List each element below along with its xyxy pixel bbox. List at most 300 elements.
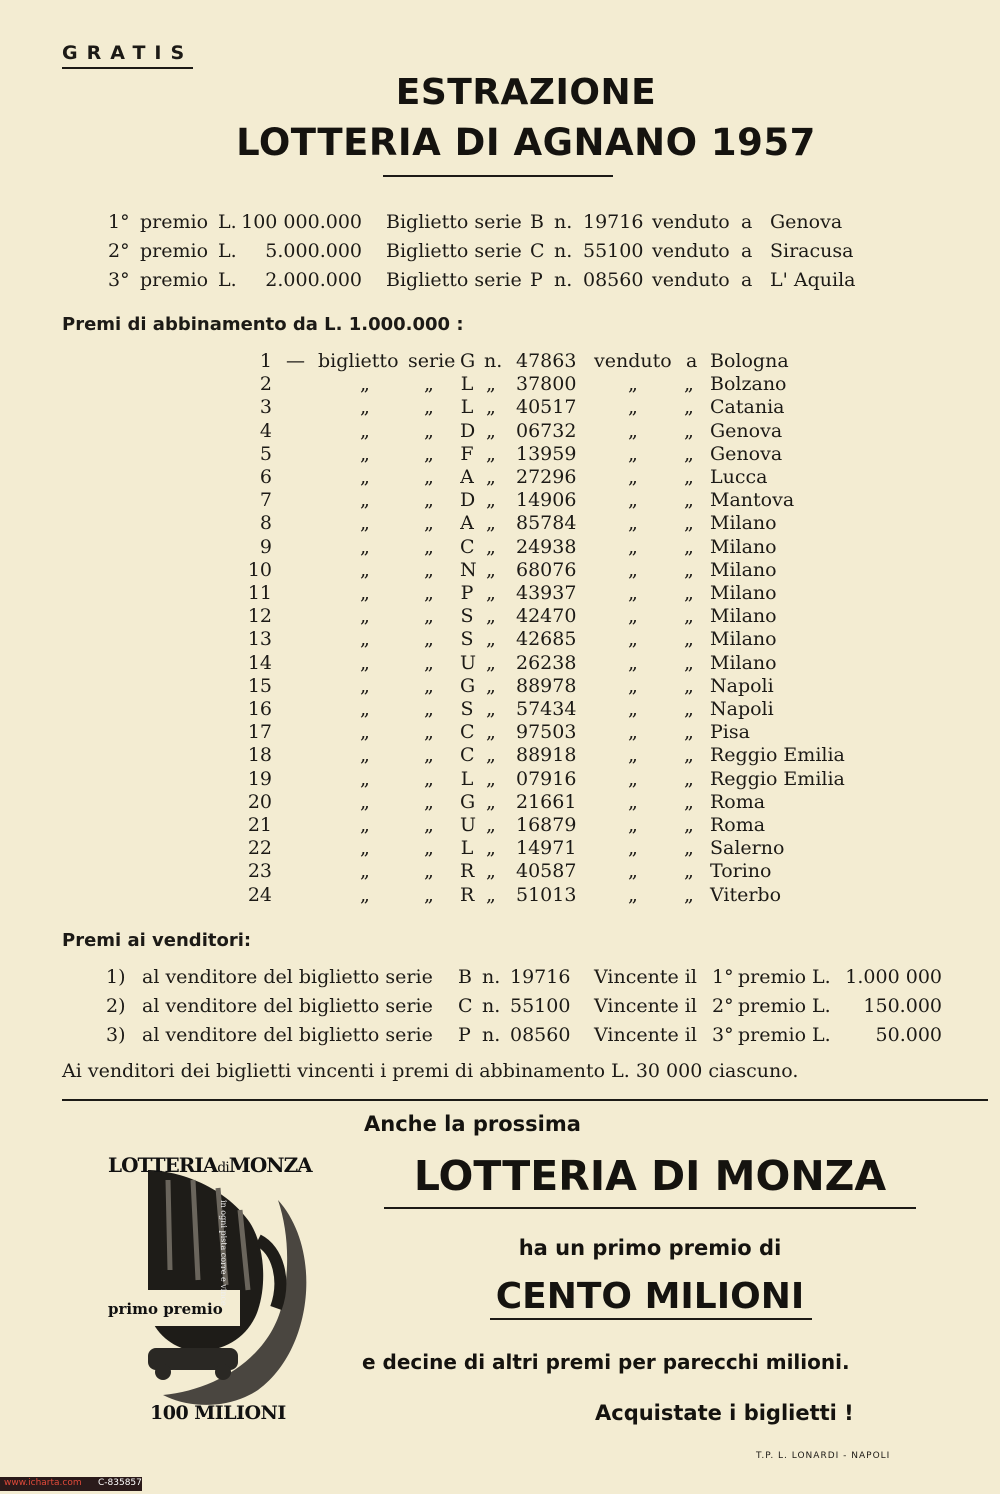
seller-premio: premio L. — [738, 966, 831, 988]
pairing-row — [0, 582, 1000, 605]
pairing-number: 85784 — [516, 512, 577, 535]
pairing-number: 42470 — [516, 605, 577, 628]
promo-line-2: LOTTERIA DI MONZA — [413, 1152, 887, 1200]
seller-num: 1) — [106, 966, 126, 988]
seller-n-label: n. — [482, 1024, 501, 1046]
ditto-mark: „ — [486, 790, 496, 813]
ditto-mark: „ — [424, 582, 434, 604]
seller-rank: 2° — [712, 995, 734, 1017]
seller-n-label: n. — [482, 966, 501, 988]
ditto-mark: „ — [628, 860, 638, 883]
ditto-mark: „ — [684, 814, 694, 836]
sellers-note-text: Ai venditori dei biglietti vincenti i premi di abbinamento L. 30 000 ciascuno. — [62, 1060, 799, 1082]
ditto-mark: „ — [628, 883, 638, 906]
ditto-mark: „ — [628, 837, 638, 860]
title-divider — [383, 175, 613, 177]
prize-sold-label: venduto — [652, 240, 730, 262]
seller-text: al venditore del biglietto serie — [142, 966, 433, 988]
prize-a-label: a — [741, 211, 753, 233]
pairing-num: 18 — [247, 744, 272, 767]
pairing-row — [0, 652, 1000, 675]
ditto-mark: „ — [628, 489, 638, 512]
pairing-row — [0, 721, 1000, 744]
seller-num: 2) — [106, 995, 126, 1017]
pairing-serie: C — [460, 535, 475, 558]
pairing-serie: L — [460, 396, 474, 419]
ditto-mark: „ — [486, 837, 496, 860]
seller-amount: 1.000 000 — [845, 966, 942, 988]
ditto-mark: „ — [424, 698, 434, 720]
ditto-mark: „ — [424, 767, 434, 790]
pairing-heading: Premi di abbinamento da L. 1.000.000 : — [62, 314, 464, 335]
ditto-mark: „ — [360, 651, 370, 674]
prize-label: premio — [140, 269, 209, 291]
ditto-mark: „ — [360, 419, 370, 442]
prize-rank: 2° — [108, 240, 130, 262]
pairing-num: 22 — [247, 837, 272, 860]
pairing-row — [0, 512, 1000, 535]
pairing-serie: R — [460, 860, 475, 883]
ditto-mark: „ — [424, 466, 434, 488]
prize-city: Siracusa — [770, 240, 854, 262]
pairing-city: Milano — [710, 558, 777, 581]
ditto-mark: „ — [486, 814, 496, 836]
prize-n-label: n. — [554, 240, 573, 262]
seller-row — [0, 966, 1000, 992]
seller-premio: premio L. — [738, 995, 831, 1017]
sellers-heading: Premi ai venditori: — [62, 930, 252, 951]
pairing-serie: G — [460, 674, 476, 697]
logo-title — [108, 1153, 312, 1177]
pairing-num: 11 — [247, 582, 272, 604]
prize-n-label: n. — [554, 211, 573, 233]
seller-winner: Vincente il — [594, 966, 697, 988]
pairing-row — [0, 466, 1000, 489]
watermark-code: C-835857 — [98, 1478, 142, 1488]
pairing-city: Bologna — [710, 350, 789, 372]
pairing-row — [0, 884, 1000, 907]
ditto-mark: „ — [628, 582, 638, 604]
ditto-mark: „ — [628, 628, 638, 651]
ditto-mark: „ — [628, 744, 638, 767]
ditto-mark: „ — [628, 466, 638, 488]
prize-n-label: n. — [554, 269, 573, 291]
ditto-mark: „ — [486, 698, 496, 720]
ditto-mark: „ — [684, 512, 694, 535]
title-line-2: LOTTERIA DI AGNANO 1957 — [236, 121, 816, 164]
seller-winner: Vincente il — [594, 995, 697, 1017]
prize-city: L' Aquila — [770, 269, 856, 291]
pairing-serie: D — [460, 419, 476, 442]
seller-row — [0, 1024, 1000, 1050]
pairing-city: Viterbo — [710, 883, 782, 906]
ditto-mark: „ — [360, 814, 370, 836]
ditto-mark: „ — [360, 558, 370, 581]
ditto-mark: „ — [684, 883, 694, 906]
ditto-mark: „ — [486, 489, 496, 512]
pairing-serie: A — [460, 466, 474, 488]
ditto-mark: „ — [684, 837, 694, 860]
ditto-mark: „ — [360, 744, 370, 767]
pairing-num: 14 — [247, 651, 272, 674]
pairing-city: Milano — [710, 535, 777, 558]
pairing-serie: P — [460, 582, 474, 604]
ditto-mark: „ — [628, 419, 638, 442]
pairing-row — [0, 420, 1000, 443]
pairing-n-label: n. — [484, 350, 503, 372]
pairing-number: 37800 — [516, 373, 577, 396]
pairing-num: 4 — [259, 419, 272, 442]
prize-number: 08560 — [583, 269, 644, 291]
seller-text: al venditore del biglietto serie — [142, 995, 433, 1017]
ditto-mark: „ — [424, 605, 434, 628]
pairing-serie-label: serie — [408, 350, 456, 372]
ditto-mark: „ — [486, 512, 496, 535]
ditto-mark: „ — [424, 442, 434, 465]
ditto-mark: „ — [424, 489, 434, 512]
prize-currency: L. — [218, 211, 237, 233]
pairing-row — [0, 698, 1000, 721]
ditto-mark: „ — [684, 860, 694, 883]
ditto-mark: „ — [628, 651, 638, 674]
section-divider — [62, 1099, 988, 1101]
ditto-mark: „ — [486, 396, 496, 419]
prize-serie: C — [530, 240, 545, 262]
prize-number: 19716 — [583, 211, 644, 233]
pairing-number: 43937 — [516, 582, 577, 604]
ditto-mark: „ — [360, 883, 370, 906]
pairing-number: 16879 — [516, 814, 577, 836]
pairing-city: Bolzano — [710, 373, 787, 396]
prize-label: premio — [140, 240, 209, 262]
pairing-number: 51013 — [516, 883, 577, 906]
seller-serie: B — [458, 966, 472, 988]
ditto-mark: „ — [684, 535, 694, 558]
pairing-num: 8 — [259, 512, 272, 535]
pairing-row — [0, 373, 1000, 396]
pairing-a-label: a — [686, 350, 698, 372]
ditto-mark: „ — [486, 767, 496, 790]
prize-sold-label: venduto — [652, 211, 730, 233]
pairing-num: 9 — [259, 535, 272, 558]
ditto-mark: „ — [684, 558, 694, 581]
pairing-row — [0, 768, 1000, 791]
seller-amount: 150.000 — [863, 995, 942, 1017]
ditto-mark: „ — [360, 489, 370, 512]
logo-amount: 100 MILIONI — [150, 1402, 286, 1424]
sellers-note — [62, 1060, 962, 1086]
pairing-number: 26238 — [516, 651, 577, 674]
ditto-mark: „ — [628, 814, 638, 836]
pairing-city: Milano — [710, 651, 777, 674]
ditto-mark: „ — [684, 373, 694, 396]
ditto-mark: „ — [486, 605, 496, 628]
seller-serie: C — [458, 995, 473, 1017]
seller-rank: 3° — [712, 1024, 734, 1046]
pairing-city: Genova — [710, 419, 783, 442]
prize-amount: 5.000.000 — [265, 240, 362, 262]
ditto-mark: „ — [628, 512, 638, 535]
pairing-row — [0, 350, 1000, 373]
pairing-num: 6 — [259, 466, 272, 488]
prize-label: premio — [140, 211, 209, 233]
pairing-city: Milano — [710, 605, 777, 628]
ditto-mark: „ — [628, 674, 638, 697]
ditto-mark: „ — [360, 837, 370, 860]
logo-subtitle: primo premio — [108, 1300, 223, 1318]
pairing-number: 06732 — [516, 419, 577, 442]
pairing-number: 42685 — [516, 628, 577, 651]
ditto-mark: „ — [684, 466, 694, 488]
ditto-mark: „ — [424, 837, 434, 860]
prize-currency: L. — [218, 269, 237, 291]
promo-underline-1 — [384, 1207, 916, 1209]
pairing-number: 13959 — [516, 442, 577, 465]
pairing-city: Reggio Emilia — [710, 767, 845, 790]
ditto-mark: „ — [424, 814, 434, 836]
pairing-number: 97503 — [516, 721, 577, 744]
printer-credit: T.P. L. LONARDI - NAPOLI — [756, 1451, 891, 1461]
seller-text: al venditore del biglietto serie — [142, 1024, 433, 1046]
ditto-mark: „ — [360, 790, 370, 813]
ditto-mark: „ — [628, 442, 638, 465]
ditto-mark: „ — [486, 582, 496, 604]
pairing-city: Roma — [710, 814, 766, 836]
title-line-1: ESTRAZIONE — [395, 72, 657, 113]
pairing-num: 21 — [247, 814, 272, 836]
pairing-number: 24938 — [516, 535, 577, 558]
promo-line-3: ha un primo premio di — [518, 1236, 782, 1260]
pairing-serie: C — [460, 721, 475, 744]
pairing-number: 27296 — [516, 466, 577, 488]
ditto-mark: „ — [684, 489, 694, 512]
pairing-serie: D — [460, 489, 476, 512]
ditto-mark: „ — [486, 558, 496, 581]
ditto-mark: „ — [360, 860, 370, 883]
ditto-mark: „ — [628, 558, 638, 581]
pairing-row — [0, 860, 1000, 883]
pairing-row — [0, 396, 1000, 419]
ditto-mark: „ — [684, 396, 694, 419]
pairing-row — [0, 628, 1000, 651]
ditto-mark: „ — [360, 582, 370, 604]
ditto-mark: „ — [684, 628, 694, 651]
ditto-mark: „ — [424, 651, 434, 674]
gratis-label: GRATIS — [62, 42, 193, 69]
seller-number: 55100 — [510, 995, 571, 1017]
seller-n-label: n. — [482, 995, 501, 1017]
pairing-city: Catania — [710, 396, 785, 419]
ditto-mark: „ — [684, 651, 694, 674]
prize-serie: P — [530, 269, 543, 291]
pairing-serie: R — [460, 883, 475, 906]
pairing-row — [0, 605, 1000, 628]
ditto-mark: „ — [628, 698, 638, 720]
ditto-mark: „ — [424, 883, 434, 906]
prize-ticket-label: Biglietto serie — [386, 240, 522, 262]
ditto-mark: „ — [486, 721, 496, 744]
pairing-serie: S — [460, 628, 474, 651]
pairing-num: 23 — [247, 860, 272, 883]
ditto-mark: „ — [424, 628, 434, 651]
pairing-city: Pisa — [710, 721, 750, 744]
pairing-row — [0, 791, 1000, 814]
pairing-number: 47863 — [516, 350, 577, 372]
ditto-mark: „ — [628, 767, 638, 790]
pairing-num: 20 — [247, 790, 272, 813]
seller-premio: premio L. — [738, 1024, 831, 1046]
prize-ticket-label: Biglietto serie — [386, 211, 522, 233]
ditto-mark: „ — [486, 651, 496, 674]
ditto-mark: „ — [360, 721, 370, 744]
prize-sold-label: venduto — [652, 269, 730, 291]
ditto-mark: „ — [486, 466, 496, 488]
pairing-serie: U — [460, 814, 477, 836]
ditto-mark: „ — [360, 674, 370, 697]
ditto-mark: „ — [684, 790, 694, 813]
ditto-mark: „ — [486, 419, 496, 442]
pairing-row — [0, 559, 1000, 582]
pairing-row — [0, 744, 1000, 767]
prize-number: 55100 — [583, 240, 644, 262]
ditto-mark: „ — [486, 860, 496, 883]
prize-serie: B — [530, 211, 544, 233]
ditto-mark: „ — [360, 466, 370, 488]
pairing-city: Napoli — [710, 674, 774, 697]
pairing-num: 12 — [247, 605, 272, 628]
ditto-mark: „ — [424, 419, 434, 442]
pairing-serie: L — [460, 373, 474, 396]
prize-ticket-label: Biglietto serie — [386, 269, 522, 291]
pairing-num: 7 — [259, 489, 272, 512]
pairing-num: 15 — [247, 674, 272, 697]
pairing-row — [0, 675, 1000, 698]
ditto-mark: „ — [684, 419, 694, 442]
pairing-serie: S — [460, 698, 474, 720]
pairing-num: 16 — [247, 698, 272, 720]
ditto-mark: „ — [628, 790, 638, 813]
ditto-mark: „ — [424, 860, 434, 883]
seller-number: 08560 — [510, 1024, 571, 1046]
ditto-mark: „ — [684, 767, 694, 790]
pairing-city: Torino — [710, 860, 772, 883]
pairing-serie: G — [460, 790, 476, 813]
ditto-mark: „ — [424, 744, 434, 767]
ditto-mark: „ — [684, 442, 694, 465]
ditto-mark: „ — [424, 396, 434, 419]
pairing-num: 13 — [247, 628, 272, 651]
ditto-mark: „ — [360, 628, 370, 651]
ditto-mark: „ — [628, 605, 638, 628]
ditto-mark: „ — [424, 721, 434, 744]
ditto-mark: „ — [360, 512, 370, 535]
logo-title-c: MONZA — [228, 1153, 312, 1177]
pairing-row — [0, 489, 1000, 512]
ditto-mark: „ — [684, 721, 694, 744]
pairing-serie: L — [460, 767, 474, 790]
pairing-dash: — — [286, 350, 305, 372]
pairing-city: Reggio Emilia — [710, 744, 845, 767]
pairing-num: 5 — [259, 442, 272, 465]
main-prize-row — [0, 269, 1000, 295]
pairing-num: 17 — [247, 721, 272, 744]
ditto-mark: „ — [424, 512, 434, 535]
ditto-mark: „ — [486, 883, 496, 906]
ditto-mark: „ — [628, 535, 638, 558]
ditto-mark: „ — [424, 558, 434, 581]
pairing-number: 88918 — [516, 744, 577, 767]
prize-city: Genova — [770, 211, 843, 233]
promo-line-6: Acquistate i biglietti ! — [595, 1401, 854, 1425]
ditto-mark: „ — [684, 698, 694, 720]
ditto-mark: „ — [684, 582, 694, 604]
pairing-city: Mantova — [710, 489, 795, 512]
ditto-mark: „ — [360, 605, 370, 628]
pairing-num: 3 — [259, 396, 272, 419]
pairing-row — [0, 443, 1000, 466]
pairing-serie: N — [460, 558, 477, 581]
ditto-mark: „ — [486, 442, 496, 465]
pairing-number: 57434 — [516, 698, 577, 720]
pairing-num: 10 — [247, 558, 272, 581]
ditto-mark: „ — [628, 721, 638, 744]
ditto-mark: „ — [424, 535, 434, 558]
pairing-serie: U — [460, 651, 477, 674]
pairing-serie: G — [460, 350, 476, 372]
pairing-city: Napoli — [710, 698, 774, 720]
prize-a-label: a — [741, 269, 753, 291]
pairing-num: 19 — [247, 767, 272, 790]
site-watermark — [0, 1477, 142, 1491]
ditto-mark: „ — [424, 674, 434, 697]
pairing-city: Roma — [710, 790, 766, 813]
ditto-mark: „ — [360, 535, 370, 558]
promo-line-4: CENTO MILIONI — [495, 1276, 805, 1317]
seller-row — [0, 995, 1000, 1021]
prize-rank: 3° — [108, 269, 130, 291]
pairing-serie: A — [460, 512, 474, 535]
pairing-city: Lucca — [710, 466, 768, 488]
pairing-city: Salerno — [710, 837, 785, 860]
promo-underline-2 — [490, 1318, 812, 1320]
ditto-mark: „ — [360, 698, 370, 720]
prize-a-label: a — [741, 240, 753, 262]
main-prize-row — [0, 240, 1000, 266]
pairing-number: 21661 — [516, 790, 577, 813]
seller-num: 3) — [106, 1024, 126, 1046]
pairing-city: Milano — [710, 512, 777, 535]
ditto-mark: „ — [684, 674, 694, 697]
pairing-serie: S — [460, 605, 474, 628]
pairing-number: 14971 — [516, 837, 577, 860]
pairing-city: Milano — [710, 582, 777, 604]
ditto-mark: „ — [486, 674, 496, 697]
pairing-row — [0, 536, 1000, 559]
ditto-mark: „ — [424, 373, 434, 396]
monza-lottery-logo — [108, 1140, 312, 1430]
ditto-mark: „ — [360, 373, 370, 396]
ditto-mark: „ — [360, 442, 370, 465]
ditto-mark: „ — [486, 744, 496, 767]
pairing-number: 68076 — [516, 558, 577, 581]
seller-serie: P — [458, 1024, 471, 1046]
ditto-mark: „ — [628, 373, 638, 396]
pairing-number: 40517 — [516, 396, 577, 419]
seller-amount: 50.000 — [875, 1024, 942, 1046]
ditto-mark: „ — [628, 396, 638, 419]
pairing-serie: F — [460, 442, 474, 465]
hand-moon-illustration — [108, 1140, 308, 1430]
